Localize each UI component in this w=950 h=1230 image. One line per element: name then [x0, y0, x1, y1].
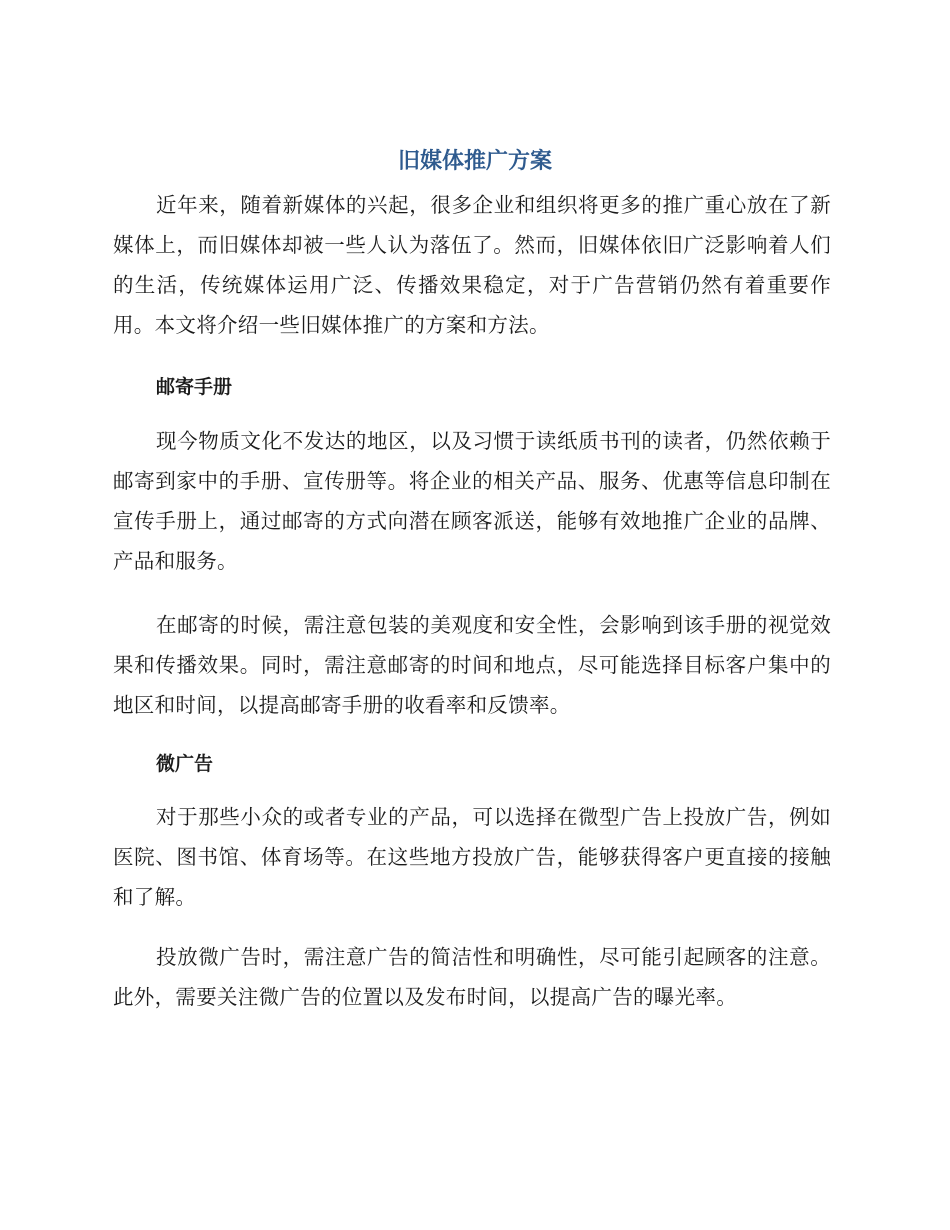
section-heading-micro-ads: 微广告 — [156, 753, 214, 775]
mail-brochure-paragraph-2: 在邮寄的时候，需注意包装的美观度和安全性，会影响到该手册的视觉效果和传播效果。同时，需注意邮寄的时间和地点，尽可能选择目标客户集中的地区和时间，以提高邮寄手册的收看率和反馈率。 — [113, 613, 831, 717]
micro-ads-paragraph-2: 投放微广告时，需注意广告的简洁性和明确性，尽可能引起顾客的注意。此外，需要关注微广告的位置以及发布时间，以提高广告的曝光率。 — [113, 945, 831, 1009]
intro-paragraph: 近年来，随着新媒体的兴起，很多企业和组织将更多的推广重心放在了新媒体上，而旧媒体却被一些人认为落伍了。然而，旧媒体依旧广泛影响着人们的生活，传统媒体运用广泛、传播效果稳定，对于广告营销仍然有着重要作用。本文将介绍一些旧媒体推广的方案和方法。 — [113, 193, 831, 337]
micro-ads-paragraph-1: 对于那些小众的或者专业的产品，可以选择在微型广告上投放广告，例如医院、图书馆、体育场等。在这些地方投放广告，能够获得客户更直接的接触和了解。 — [113, 805, 831, 909]
section-heading-mail-brochure: 邮寄手册 — [156, 376, 233, 398]
mail-brochure-paragraph-1: 现今物质文化不发达的地区，以及习惯于读纸质书刊的读者，仍然依赖于邮寄到家中的手册、宣传册等。将企业的相关产品、服务、优惠等信息印制在宣传手册上，通过邮寄的方式向潜在顾客派送，能够有效地推广企业的品牌、产品和服务。 — [113, 429, 831, 573]
document-title: 旧媒体推广方案 — [397, 149, 552, 174]
